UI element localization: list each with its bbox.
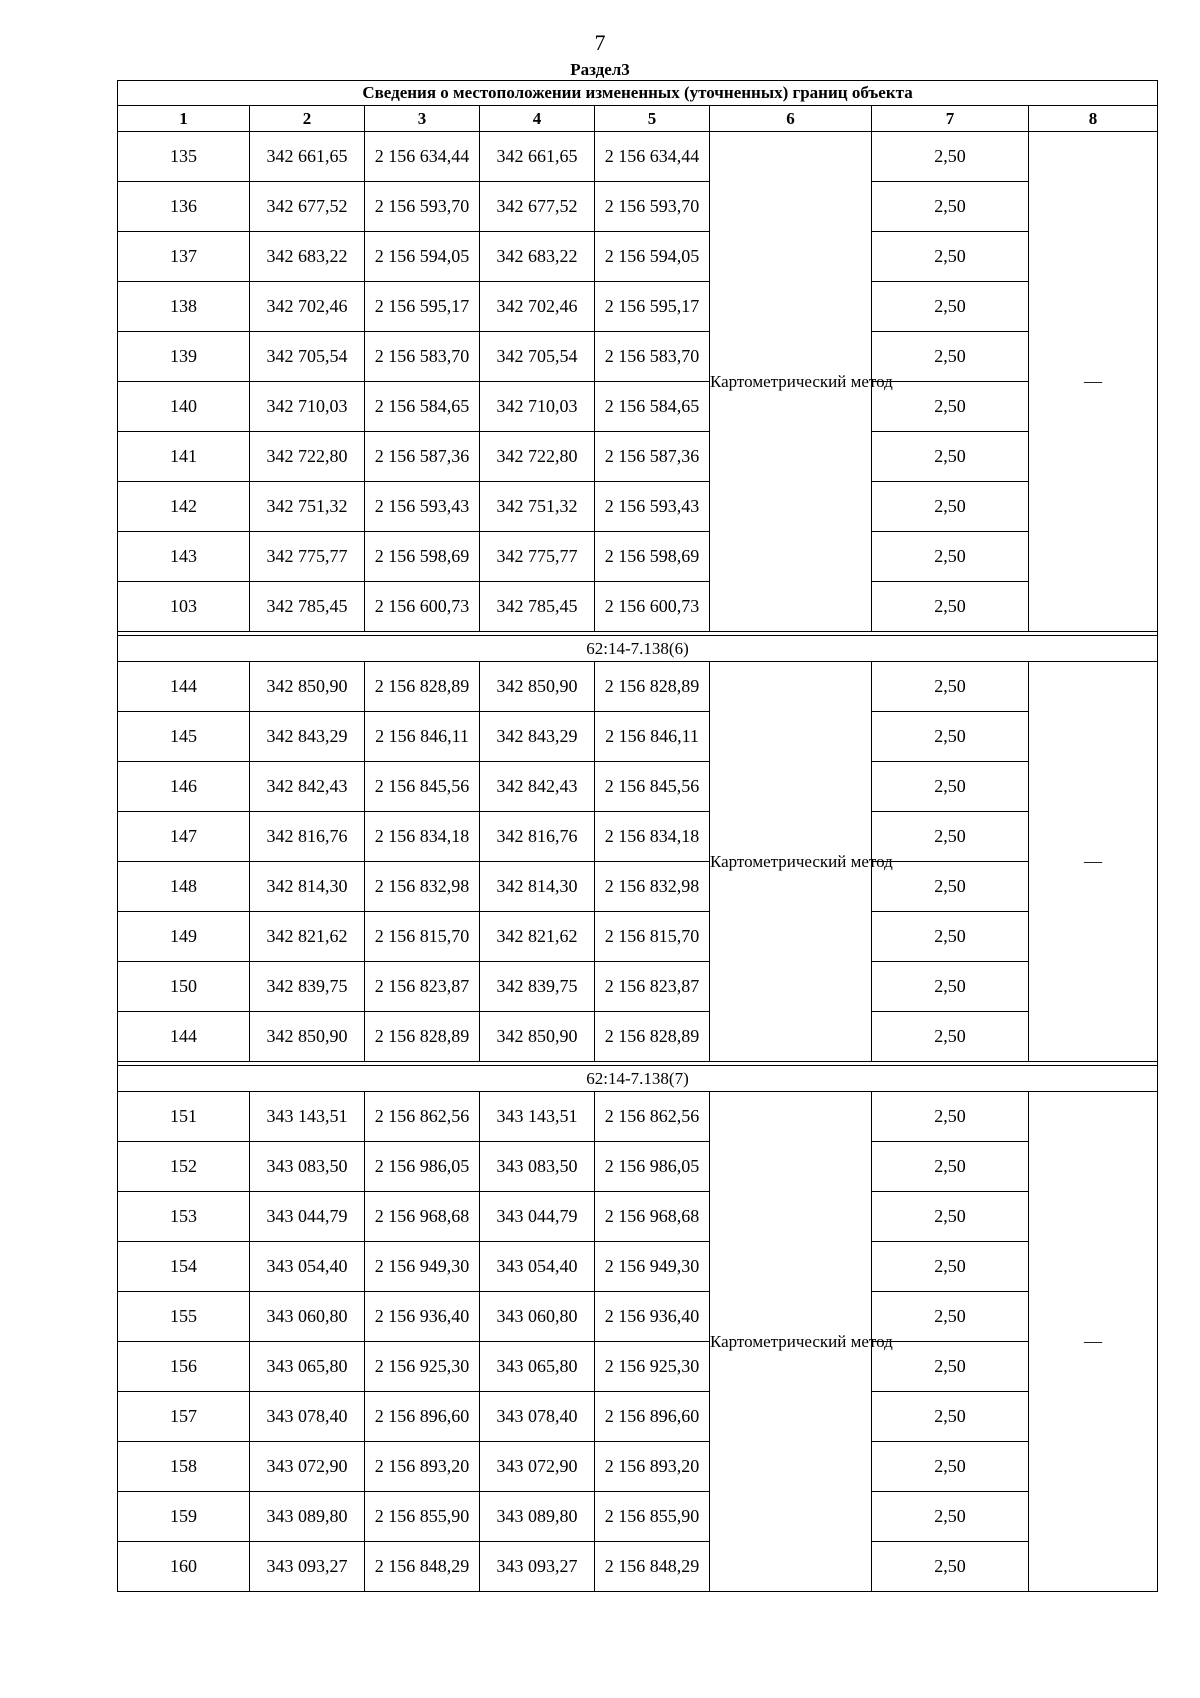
x-coordinate-existing: 342 661,65 xyxy=(250,132,365,182)
x-coordinate-existing: 342 710,03 xyxy=(250,382,365,432)
x-coordinate-existing: 342 785,45 xyxy=(250,582,365,632)
x-coordinate-refined: 342 710,03 xyxy=(480,382,595,432)
y-coordinate-refined: 2 156 815,70 xyxy=(595,912,710,962)
determination-method: Картометрический метод xyxy=(710,662,872,1062)
table-row xyxy=(118,962,1158,1012)
y-coordinate-existing: 2 156 845,56 xyxy=(365,762,480,812)
accuracy-value: 2,50 xyxy=(872,532,1029,582)
point-number: 152 xyxy=(118,1142,250,1192)
y-coordinate-refined: 2 156 634,44 xyxy=(595,132,710,182)
y-coordinate-existing: 2 156 583,70 xyxy=(365,332,480,382)
point-number: 160 xyxy=(118,1542,250,1592)
x-coordinate-existing: 342 751,32 xyxy=(250,482,365,532)
y-coordinate-existing: 2 156 949,30 xyxy=(365,1242,480,1292)
x-coordinate-refined: 342 751,32 xyxy=(480,482,595,532)
y-coordinate-existing: 2 156 834,18 xyxy=(365,812,480,862)
x-coordinate-existing: 342 705,54 xyxy=(250,332,365,382)
point-number: 155 xyxy=(118,1292,250,1342)
x-coordinate-existing: 342 816,76 xyxy=(250,812,365,862)
x-coordinate-refined: 343 089,80 xyxy=(480,1492,595,1542)
y-coordinate-existing: 2 156 587,36 xyxy=(365,432,480,482)
x-coordinate-existing: 343 054,40 xyxy=(250,1242,365,1292)
x-coordinate-refined: 343 093,27 xyxy=(480,1542,595,1592)
point-number: 151 xyxy=(118,1092,250,1142)
y-coordinate-existing: 2 156 968,68 xyxy=(365,1192,480,1242)
x-coordinate-existing: 343 089,80 xyxy=(250,1492,365,1542)
column-header-7: 7 xyxy=(872,106,1029,132)
y-coordinate-refined: 2 156 598,69 xyxy=(595,532,710,582)
point-number: 159 xyxy=(118,1492,250,1542)
y-coordinate-existing: 2 156 594,05 xyxy=(365,232,480,282)
x-coordinate-refined: 342 842,43 xyxy=(480,762,595,812)
y-coordinate-refined: 2 156 828,89 xyxy=(595,1012,710,1062)
x-coordinate-existing: 343 093,27 xyxy=(250,1542,365,1592)
point-number: 135 xyxy=(118,132,250,182)
x-coordinate-existing: 342 843,29 xyxy=(250,712,365,762)
y-coordinate-existing: 2 156 848,29 xyxy=(365,1542,480,1592)
table-row xyxy=(118,332,1158,382)
accuracy-value: 2,50 xyxy=(872,432,1029,482)
x-coordinate-existing: 342 722,80 xyxy=(250,432,365,482)
accuracy-value: 2,50 xyxy=(872,382,1029,432)
y-coordinate-refined: 2 156 846,11 xyxy=(595,712,710,762)
y-coordinate-refined: 2 156 583,70 xyxy=(595,332,710,382)
x-coordinate-existing: 342 821,62 xyxy=(250,912,365,962)
table-row xyxy=(118,1492,1158,1542)
table-row xyxy=(118,912,1158,962)
y-coordinate-refined: 2 156 828,89 xyxy=(595,662,710,712)
point-number: 157 xyxy=(118,1392,250,1442)
x-coordinate-existing: 342 850,90 xyxy=(250,662,365,712)
point-number: 138 xyxy=(118,282,250,332)
y-coordinate-refined: 2 156 600,73 xyxy=(595,582,710,632)
y-coordinate-refined: 2 156 584,65 xyxy=(595,382,710,432)
table-row xyxy=(118,812,1158,862)
y-coordinate-refined: 2 156 845,56 xyxy=(595,762,710,812)
accuracy-value: 2,50 xyxy=(872,1492,1029,1542)
coordinates-table xyxy=(117,80,1158,1592)
description-dash: — xyxy=(1029,1092,1158,1592)
x-coordinate-existing: 343 065,80 xyxy=(250,1342,365,1392)
x-coordinate-refined: 342 677,52 xyxy=(480,182,595,232)
x-coordinate-refined: 342 850,90 xyxy=(480,662,595,712)
point-number: 149 xyxy=(118,912,250,962)
y-coordinate-existing: 2 156 846,11 xyxy=(365,712,480,762)
y-coordinate-refined: 2 156 848,29 xyxy=(595,1542,710,1592)
y-coordinate-refined: 2 156 593,43 xyxy=(595,482,710,532)
accuracy-value: 2,50 xyxy=(872,812,1029,862)
table-row xyxy=(118,232,1158,282)
y-coordinate-existing: 2 156 862,56 xyxy=(365,1092,480,1142)
table-row xyxy=(118,762,1158,812)
x-coordinate-refined: 342 661,65 xyxy=(480,132,595,182)
point-number: 142 xyxy=(118,482,250,532)
point-number: 154 xyxy=(118,1242,250,1292)
y-coordinate-existing: 2 156 896,60 xyxy=(365,1392,480,1442)
section-title: Раздел3 xyxy=(570,60,630,79)
y-coordinate-existing: 2 156 584,65 xyxy=(365,382,480,432)
accuracy-value: 2,50 xyxy=(872,232,1029,282)
y-coordinate-existing: 2 156 893,20 xyxy=(365,1442,480,1492)
x-coordinate-existing: 342 775,77 xyxy=(250,532,365,582)
y-coordinate-refined: 2 156 862,56 xyxy=(595,1092,710,1142)
y-coordinate-existing: 2 156 828,89 xyxy=(365,1012,480,1062)
x-coordinate-refined: 342 785,45 xyxy=(480,582,595,632)
x-coordinate-existing: 342 839,75 xyxy=(250,962,365,1012)
accuracy-value: 2,50 xyxy=(872,582,1029,632)
x-coordinate-existing: 342 683,22 xyxy=(250,232,365,282)
y-coordinate-refined: 2 156 594,05 xyxy=(595,232,710,282)
x-coordinate-refined: 342 850,90 xyxy=(480,1012,595,1062)
y-coordinate-existing: 2 156 600,73 xyxy=(365,582,480,632)
y-coordinate-refined: 2 156 832,98 xyxy=(595,862,710,912)
y-coordinate-refined: 2 156 893,20 xyxy=(595,1442,710,1492)
accuracy-value: 2,50 xyxy=(872,1392,1029,1442)
x-coordinate-refined: 343 065,80 xyxy=(480,1342,595,1392)
accuracy-value: 2,50 xyxy=(872,482,1029,532)
x-coordinate-refined: 343 044,79 xyxy=(480,1192,595,1242)
table-row xyxy=(118,282,1158,332)
table-row xyxy=(118,1142,1158,1192)
y-coordinate-existing: 2 156 593,43 xyxy=(365,482,480,532)
accuracy-value: 2,50 xyxy=(872,1342,1029,1392)
table-row xyxy=(118,132,1158,182)
y-coordinate-refined: 2 156 595,17 xyxy=(595,282,710,332)
accuracy-value: 2,50 xyxy=(872,1012,1029,1062)
table-row xyxy=(118,182,1158,232)
x-coordinate-refined: 343 054,40 xyxy=(480,1242,595,1292)
table-row xyxy=(118,1392,1158,1442)
accuracy-value: 2,50 xyxy=(872,712,1029,762)
x-coordinate-refined: 343 060,80 xyxy=(480,1292,595,1342)
y-coordinate-existing: 2 156 593,70 xyxy=(365,182,480,232)
x-coordinate-refined: 343 072,90 xyxy=(480,1442,595,1492)
x-coordinate-existing: 342 702,46 xyxy=(250,282,365,332)
point-number: 144 xyxy=(118,1012,250,1062)
accuracy-value: 2,50 xyxy=(872,1142,1029,1192)
y-coordinate-existing: 2 156 936,40 xyxy=(365,1292,480,1342)
point-number: 158 xyxy=(118,1442,250,1492)
x-coordinate-refined: 342 702,46 xyxy=(480,282,595,332)
point-number: 148 xyxy=(118,862,250,912)
accuracy-value: 2,50 xyxy=(872,1092,1029,1142)
column-header-2: 2 xyxy=(250,106,365,132)
point-number: 145 xyxy=(118,712,250,762)
accuracy-value: 2,50 xyxy=(872,662,1029,712)
table-row xyxy=(118,582,1158,632)
description-dash: — xyxy=(1029,132,1158,632)
table-row xyxy=(118,1192,1158,1242)
point-number: 150 xyxy=(118,962,250,1012)
table-row xyxy=(118,482,1158,532)
y-coordinate-existing: 2 156 595,17 xyxy=(365,282,480,332)
x-coordinate-refined: 342 722,80 xyxy=(480,432,595,482)
group-label: 62:14-7.138(7) xyxy=(118,1066,1158,1092)
x-coordinate-refined: 343 083,50 xyxy=(480,1142,595,1192)
x-coordinate-refined: 342 843,29 xyxy=(480,712,595,762)
x-coordinate-refined: 342 814,30 xyxy=(480,862,595,912)
table-row xyxy=(118,1092,1158,1142)
accuracy-value: 2,50 xyxy=(872,1442,1029,1492)
y-coordinate-refined: 2 156 855,90 xyxy=(595,1492,710,1542)
accuracy-value: 2,50 xyxy=(872,862,1029,912)
y-coordinate-refined: 2 156 587,36 xyxy=(595,432,710,482)
x-coordinate-existing: 343 044,79 xyxy=(250,1192,365,1242)
accuracy-value: 2,50 xyxy=(872,282,1029,332)
column-header-5: 5 xyxy=(595,106,710,132)
x-coordinate-existing: 343 143,51 xyxy=(250,1092,365,1142)
y-coordinate-refined: 2 156 925,30 xyxy=(595,1342,710,1392)
table-row xyxy=(118,1442,1158,1492)
accuracy-value: 2,50 xyxy=(872,962,1029,1012)
x-coordinate-refined: 342 683,22 xyxy=(480,232,595,282)
x-coordinate-refined: 343 078,40 xyxy=(480,1392,595,1442)
table-row xyxy=(118,1542,1158,1592)
point-number: 141 xyxy=(118,432,250,482)
x-coordinate-refined: 342 821,62 xyxy=(480,912,595,962)
table-row xyxy=(118,1292,1158,1342)
y-coordinate-refined: 2 156 834,18 xyxy=(595,812,710,862)
y-coordinate-existing: 2 156 598,69 xyxy=(365,532,480,582)
point-number: 146 xyxy=(118,762,250,812)
table-caption: Сведения о местоположении измененных (уточненных) границ объекта xyxy=(118,81,1158,106)
header-row xyxy=(118,106,1158,132)
y-coordinate-refined: 2 156 949,30 xyxy=(595,1242,710,1292)
y-coordinate-existing: 2 156 634,44 xyxy=(365,132,480,182)
description-dash: — xyxy=(1029,662,1158,1062)
table-row xyxy=(118,382,1158,432)
x-coordinate-existing: 342 842,43 xyxy=(250,762,365,812)
x-coordinate-existing: 343 078,40 xyxy=(250,1392,365,1442)
determination-method: Картометрический метод xyxy=(710,132,872,632)
accuracy-value: 2,50 xyxy=(872,1192,1029,1242)
accuracy-value: 2,50 xyxy=(872,912,1029,962)
y-coordinate-existing: 2 156 815,70 xyxy=(365,912,480,962)
group-label: 62:14-7.138(6) xyxy=(118,636,1158,662)
y-coordinate-refined: 2 156 968,68 xyxy=(595,1192,710,1242)
y-coordinate-refined: 2 156 823,87 xyxy=(595,962,710,1012)
point-number: 140 xyxy=(118,382,250,432)
table-row xyxy=(118,432,1158,482)
point-number: 139 xyxy=(118,332,250,382)
point-number: 144 xyxy=(118,662,250,712)
table-body xyxy=(118,132,1158,1592)
y-coordinate-existing: 2 156 832,98 xyxy=(365,862,480,912)
point-number: 136 xyxy=(118,182,250,232)
x-coordinate-existing: 342 677,52 xyxy=(250,182,365,232)
accuracy-value: 2,50 xyxy=(872,1292,1029,1342)
y-coordinate-refined: 2 156 896,60 xyxy=(595,1392,710,1442)
column-header-3: 3 xyxy=(365,106,480,132)
x-coordinate-refined: 342 816,76 xyxy=(480,812,595,862)
table-row xyxy=(118,862,1158,912)
x-coordinate-existing: 343 083,50 xyxy=(250,1142,365,1192)
column-header-6: 6 xyxy=(710,106,872,132)
column-header-1: 1 xyxy=(118,106,250,132)
point-number: 137 xyxy=(118,232,250,282)
group-label-row xyxy=(118,636,1158,662)
y-coordinate-existing: 2 156 986,05 xyxy=(365,1142,480,1192)
table-row xyxy=(118,712,1158,762)
accuracy-value: 2,50 xyxy=(872,332,1029,382)
x-coordinate-existing: 343 072,90 xyxy=(250,1442,365,1492)
x-coordinate-existing: 342 850,90 xyxy=(250,1012,365,1062)
determination-method: Картометрический метод xyxy=(710,1092,872,1592)
accuracy-value: 2,50 xyxy=(872,1242,1029,1292)
table-row xyxy=(118,1012,1158,1062)
y-coordinate-refined: 2 156 593,70 xyxy=(595,182,710,232)
table-row xyxy=(118,662,1158,712)
y-coordinate-existing: 2 156 925,30 xyxy=(365,1342,480,1392)
point-number: 147 xyxy=(118,812,250,862)
table-row xyxy=(118,1242,1158,1292)
y-coordinate-existing: 2 156 855,90 xyxy=(365,1492,480,1542)
accuracy-value: 2,50 xyxy=(872,1542,1029,1592)
point-number: 153 xyxy=(118,1192,250,1242)
x-coordinate-refined: 342 705,54 xyxy=(480,332,595,382)
table-row xyxy=(118,1342,1158,1392)
x-coordinate-refined: 342 775,77 xyxy=(480,532,595,582)
y-coordinate-existing: 2 156 828,89 xyxy=(365,662,480,712)
group-label-row xyxy=(118,1066,1158,1092)
x-coordinate-existing: 342 814,30 xyxy=(250,862,365,912)
x-coordinate-refined: 343 143,51 xyxy=(480,1092,595,1142)
accuracy-value: 2,50 xyxy=(872,182,1029,232)
accuracy-value: 2,50 xyxy=(872,132,1029,182)
point-number: 156 xyxy=(118,1342,250,1392)
page-number: 7 xyxy=(594,30,606,55)
column-header-4: 4 xyxy=(480,106,595,132)
point-number: 103 xyxy=(118,582,250,632)
y-coordinate-existing: 2 156 823,87 xyxy=(365,962,480,1012)
column-header-8: 8 xyxy=(1029,106,1158,132)
accuracy-value: 2,50 xyxy=(872,762,1029,812)
point-number: 143 xyxy=(118,532,250,582)
y-coordinate-refined: 2 156 986,05 xyxy=(595,1142,710,1192)
y-coordinate-refined: 2 156 936,40 xyxy=(595,1292,710,1342)
x-coordinate-refined: 342 839,75 xyxy=(480,962,595,1012)
table-row xyxy=(118,532,1158,582)
x-coordinate-existing: 343 060,80 xyxy=(250,1292,365,1342)
